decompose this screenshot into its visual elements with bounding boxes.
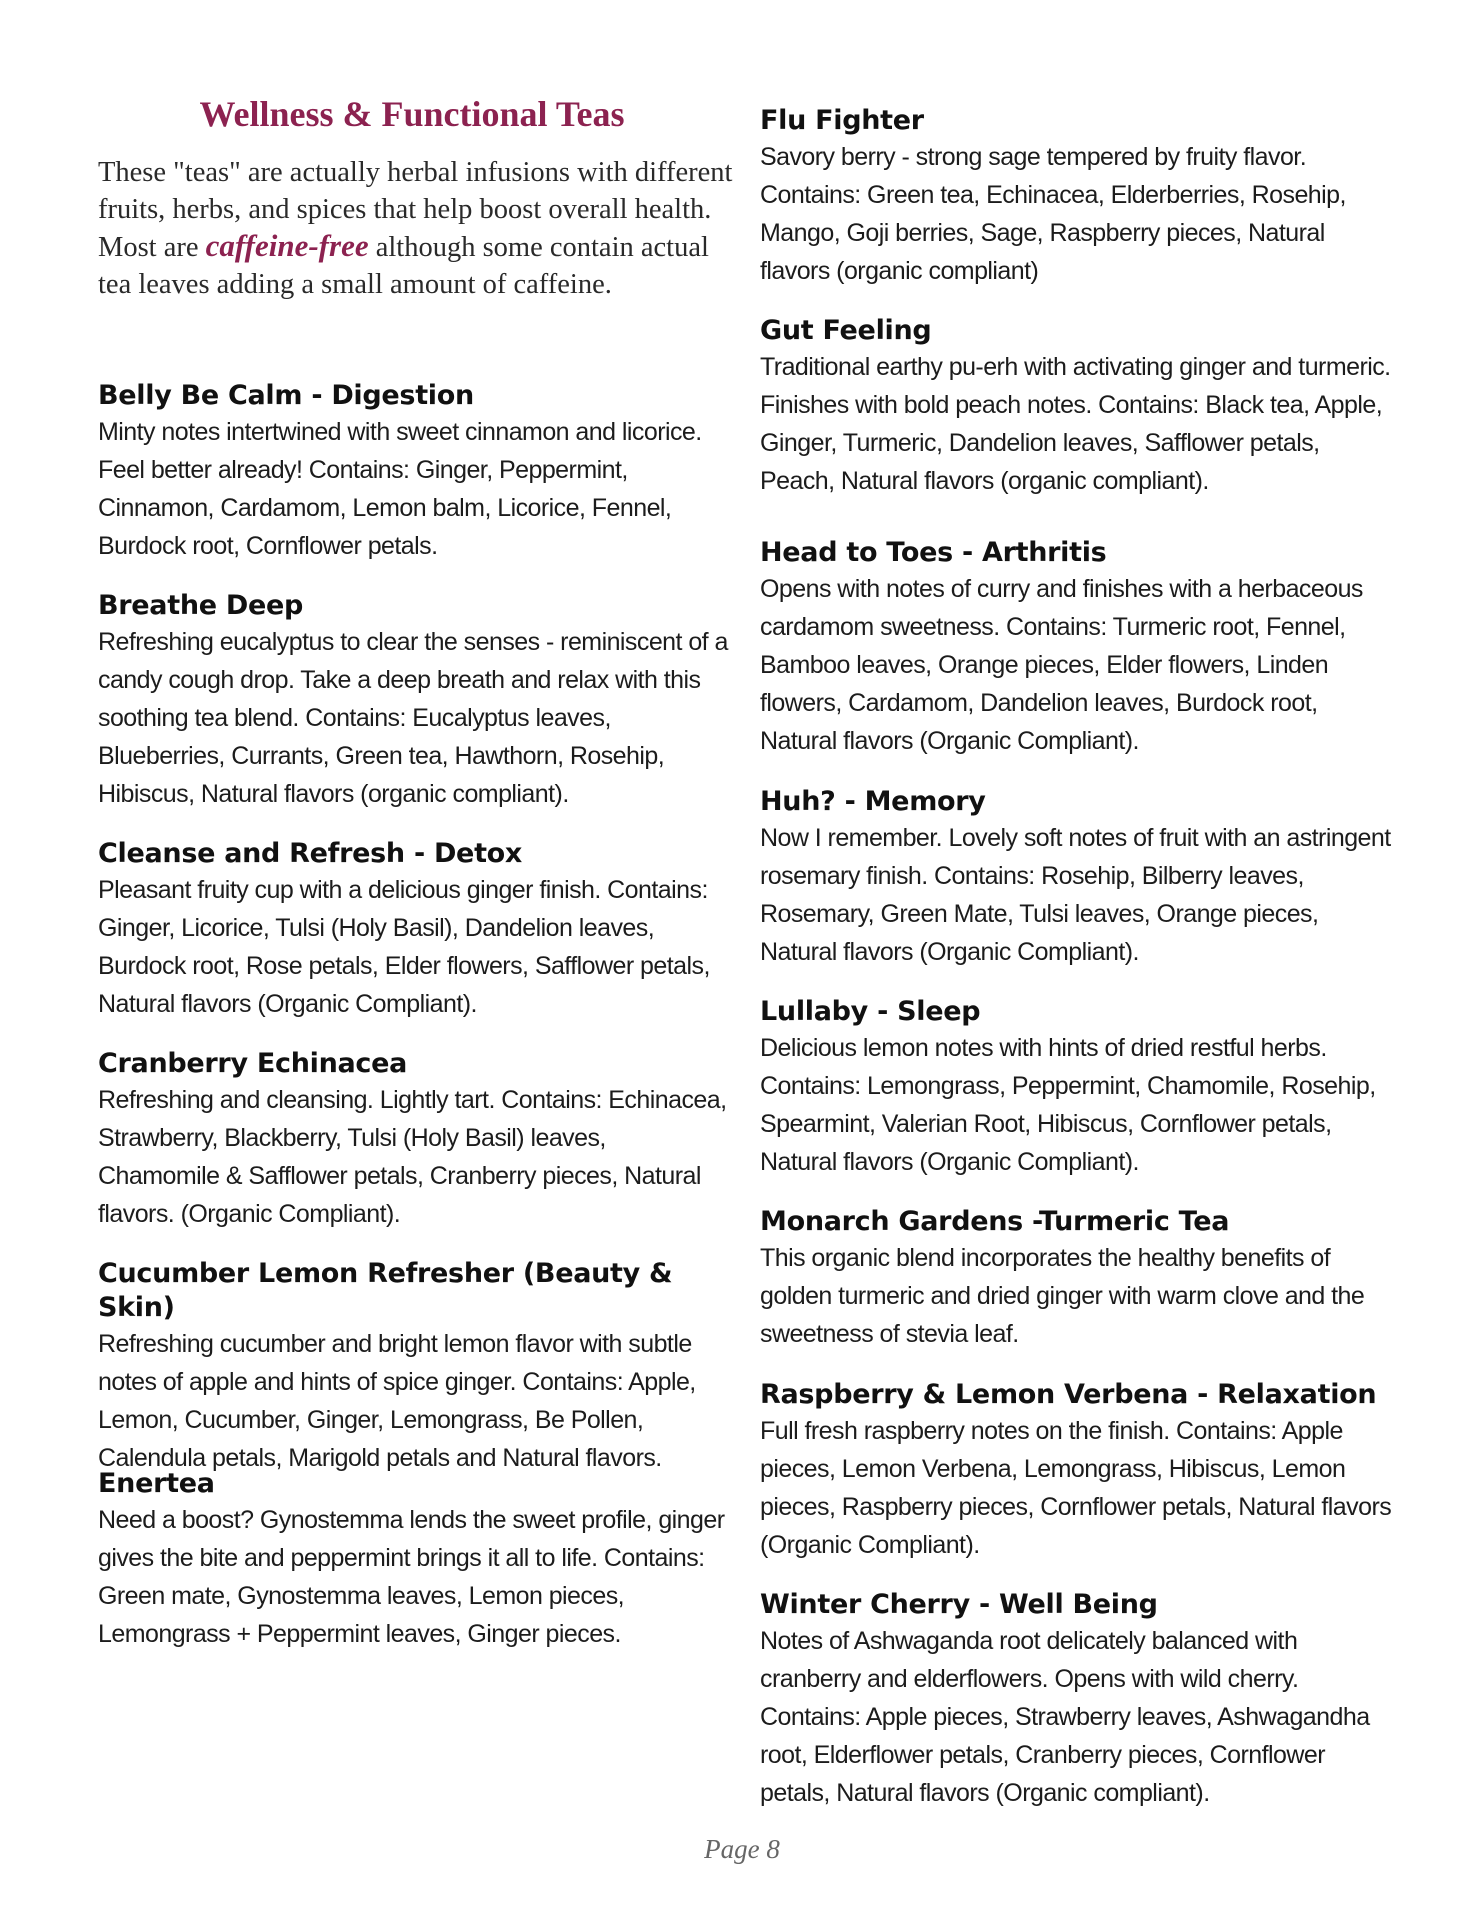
tea-name: Flu Fighter — [760, 105, 924, 136]
tea-entry — [98, 589, 730, 813]
tea-description: Now I remember. Lovely soft notes of fruit with an astringent rosemary finish. Contains: Rosehip, Bilberry leaves, Rosemary, Green Mate, Tulsi leaves, Orange pieces, Natural flavors (Organic Compliant). — [760, 824, 1391, 966]
tea-description: Notes of Ashwaganda root delicately balanced with cranberry and elderflowers. Opens with wild cherry. Contains: Apple pieces, Strawberry leaves, Ashwagandha root, Elderflower petals, Cranberry pieces, Cornflower petals, Natural flavors (Organic compliant). — [760, 1627, 1370, 1807]
tea-description: Refreshing eucalyptus to clear the senses - reminiscent of a candy cough drop. Take a deep breath and relax with this soothing tea blend. Contains: Eucalyptus leaves, Blueberries, Currants, Green tea, Hawthorn, Rosehip, Hibiscus, Natural flavors (organic compliant). — [98, 628, 728, 808]
tea-description: Savory berry - strong sage tempered by fruity flavor. Contains: Green tea, Echinacea, Elderberries, Rosehip, Mango, Goji berries, Sage, Raspberry pieces, Natural flavors (organic compliant) — [760, 143, 1346, 285]
tea-name: Breathe Deep — [98, 590, 304, 621]
page-title: Wellness & Functional Teas — [199, 94, 625, 134]
tea-entry — [760, 785, 1400, 971]
tea-entry — [98, 1047, 730, 1233]
tea-name: Head to Toes - Arthritis — [760, 537, 1107, 568]
tea-entry — [98, 1467, 730, 1653]
tea-entry — [98, 837, 730, 1023]
page-number: Page 8 — [704, 1834, 780, 1864]
tea-description: Refreshing cucumber and bright lemon flavor with subtle notes of apple and hints of spice ginger. Contains: Apple, Lemon, Cucumber, Ginger, Lemongrass, Be Pollen, Calendula petals, Marigold petals and Natural flavors. — [98, 1330, 696, 1472]
tea-description: Minty notes intertwined with sweet cinnamon and licorice. Feel better already! Contains: Ginger, Peppermint, Cinnamon, Cardamom, Lemon balm, Licorice, Fennel, Burdock root, Cornflower petals. — [98, 418, 702, 560]
tea-name: Monarch Gardens -Turmeric Tea — [760, 1206, 1230, 1237]
tea-name: Winter Cherry - Well Being — [760, 1589, 1158, 1620]
tea-description: Delicious lemon notes with hints of dried restful herbs. Contains: Lemongrass, Peppermint, Chamomile, Rosehip, Spearmint, Valerian Root, Hibiscus, Cornflower petals, Natural flavors (Organic Compliant). — [760, 1034, 1376, 1176]
tea-entry — [760, 314, 1400, 500]
tea-entry — [760, 1588, 1400, 1812]
tea-name: Gut Feeling — [760, 315, 932, 346]
tea-description: Need a boost? Gynostemma lends the sweet profile, ginger gives the bite and peppermint brings it all to life. Contains: Green mate, Gynostemma leaves, Lemon pieces, Lemongrass + Peppermint leaves, Ginger pieces. — [98, 1506, 725, 1648]
tea-description: Opens with notes of curry and finishes with a herbaceous cardamom sweetness. Contains: Turmeric root, Fennel, Bamboo leaves, Orange pieces, Elder flowers, Linden flowers, Cardamom, Dandelion leaves, Burdock root, Natural flavors (Organic Compliant). — [760, 575, 1363, 755]
tea-name: Belly Be Calm - Digestion — [98, 380, 474, 411]
tea-entry — [760, 104, 1400, 290]
tea-name: Cleanse and Refresh - Detox — [98, 838, 523, 869]
tea-description: Pleasant fruity cup with a delicious ginger finish. Contains: Ginger, Licorice, Tulsi (Holy Basil), Dandelion leaves, Burdock root, Rose petals, Elder flowers, Safflower petals, Natural flavors (Organic Compliant). — [98, 876, 710, 1018]
tea-entry — [760, 536, 1400, 760]
tea-name: Cucumber Lemon Refresher (Beauty & Skin) — [98, 1258, 673, 1323]
intro-text-before: These "teas" are actually herbal infusions with different fruits, herbs, and spices that help boost overall health. Most are — [98, 157, 733, 263]
tea-entry — [760, 995, 1400, 1181]
tea-name: Enertea — [98, 1468, 215, 1499]
tea-description: This organic blend incorporates the healthy benefits of golden turmeric and dried ginger with warm clove and the sweetness of stevia leaf. — [760, 1244, 1365, 1348]
caffeine-free-highlight: caffeine-free — [205, 228, 369, 263]
tea-name: Raspberry & Lemon Verbena - Relaxation — [760, 1379, 1377, 1410]
tea-description: Traditional earthy pu-erh with activating ginger and turmeric. Finishes with bold peach notes. Contains: Black tea, Apple, Ginger, Turmeric, Dandelion leaves, Safflower petals, Peach, Natural flavors (organic compliant). — [760, 353, 1391, 495]
tea-description: Refreshing and cleansing. Lightly tart. Contains: Echinacea, Strawberry, Blackberry, Tulsi (Holy Basil) leaves, Chamomile & Safflower petals, Cranberry pieces, Natural flavors. (Organic Compliant). — [98, 1086, 727, 1228]
tea-entry — [760, 1205, 1400, 1353]
intro-paragraph — [98, 155, 738, 303]
tea-name: Huh? - Memory — [760, 786, 986, 817]
tea-entry — [98, 379, 730, 565]
tea-name: Cranberry Echinacea — [98, 1048, 408, 1079]
tea-entry — [760, 1378, 1400, 1564]
intro-text-after: although some contain actual tea leaves adding a small amount of caffeine. — [98, 232, 709, 300]
tea-name: Lullaby - Sleep — [760, 996, 981, 1027]
tea-description: Full fresh raspberry notes on the finish. Contains: Apple pieces, Lemon Verbena, Lemongrass, Hibiscus, Lemon pieces, Raspberry pieces, Cornflower petals, Natural flavors (Organic Compliant). — [760, 1417, 1392, 1559]
tea-entry — [98, 1257, 730, 1477]
